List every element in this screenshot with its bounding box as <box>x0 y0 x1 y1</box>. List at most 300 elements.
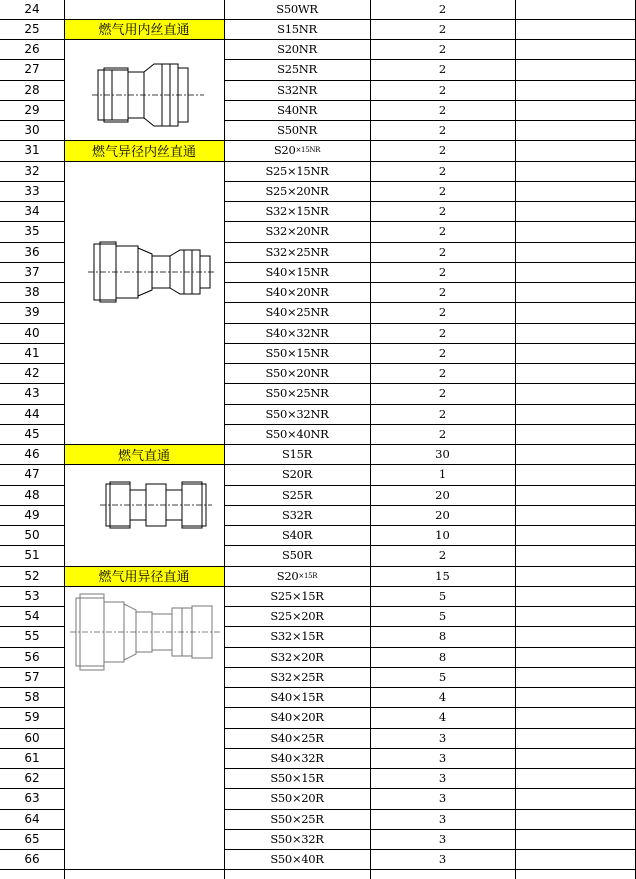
model-code: S32NR <box>277 82 317 97</box>
grid-line <box>224 647 636 648</box>
category-label: 燃气用内丝直通 <box>64 19 224 39</box>
table-row <box>0 363 636 383</box>
model-cell <box>224 0 370 19</box>
grid-line <box>515 0 516 879</box>
notes-cell <box>515 120 636 140</box>
row-number: 28 <box>24 82 40 97</box>
grid-line <box>64 140 224 141</box>
row-number: 35 <box>24 224 40 239</box>
model-code: S15NR <box>277 21 317 36</box>
model-code: S50×20R <box>270 791 324 806</box>
image-cell <box>64 181 224 201</box>
model-code: S25×15R <box>270 588 324 603</box>
straight-coupling-drawing <box>100 480 212 530</box>
image-cell <box>64 363 224 383</box>
image-cell <box>64 545 224 565</box>
table-row <box>0 525 636 545</box>
image-cell <box>64 424 224 444</box>
model-code: S40R <box>282 528 312 543</box>
model-code: S50×25NR <box>265 386 329 401</box>
row-number: 54 <box>24 609 40 624</box>
grid-line <box>0 383 64 384</box>
table-row <box>0 444 636 464</box>
model-code: S40×32NR <box>265 325 329 340</box>
table-row <box>0 0 636 19</box>
table-row <box>0 485 636 505</box>
grid-line <box>0 464 64 465</box>
quantity-cell: 3 <box>438 791 447 806</box>
model-code: S50×15NR <box>265 345 329 360</box>
image-cell <box>64 687 224 707</box>
table-row <box>0 343 636 363</box>
quantity-cell: 2 <box>438 102 447 117</box>
model-cell <box>224 262 370 282</box>
grid-line <box>224 748 636 749</box>
row-number: 48 <box>24 487 40 502</box>
model-code: S50NR <box>277 123 317 138</box>
model-code: S32×15NR <box>265 204 329 219</box>
quantity-cell: 2 <box>438 325 447 340</box>
model-code: S40×20NR <box>265 285 329 300</box>
notes-cell <box>515 100 636 120</box>
notes-cell <box>515 707 636 727</box>
grid-line <box>224 464 636 465</box>
row-number: 52 <box>24 568 40 583</box>
image-cell <box>64 728 224 748</box>
notes-cell <box>515 545 636 565</box>
grid-line <box>224 667 636 668</box>
notes-cell <box>515 363 636 383</box>
grid-line <box>0 606 64 607</box>
grid-line <box>0 302 64 303</box>
row-number: 32 <box>24 163 40 178</box>
reducing-coupling-drawing <box>70 592 222 672</box>
row-number: 33 <box>24 183 40 198</box>
table-row <box>0 464 636 484</box>
notes-cell <box>515 302 636 322</box>
row-number: 27 <box>24 62 40 77</box>
quantity-cell: 3 <box>438 730 447 745</box>
table-row <box>0 140 636 160</box>
notes-cell <box>515 768 636 788</box>
model-cell <box>224 323 370 343</box>
grid-line <box>224 606 636 607</box>
row-number: 55 <box>24 629 40 644</box>
model-cell <box>224 444 370 464</box>
quantity-cell: 8 <box>438 629 447 644</box>
notes-cell <box>515 748 636 768</box>
grid-line <box>0 586 64 587</box>
quantity-cell: 2 <box>438 305 447 320</box>
model-code: S32×20R <box>270 649 324 664</box>
notes-cell <box>515 282 636 302</box>
model-code: S50×40NR <box>265 426 329 441</box>
model-code: S32R <box>282 507 312 522</box>
row-number: 50 <box>24 528 40 543</box>
model-code: S40×32R <box>270 750 324 765</box>
model-code: S50×15R <box>270 771 324 786</box>
model-cell <box>224 120 370 140</box>
quantity-cell: 3 <box>438 750 447 765</box>
model-cell <box>224 242 370 262</box>
row-number: 64 <box>24 811 40 826</box>
table-row <box>0 687 636 707</box>
grid-line <box>0 687 64 688</box>
model-cell <box>224 464 370 484</box>
quantity-cell: 2 <box>438 42 447 57</box>
row-number: 25 <box>24 21 40 36</box>
model-code: S50×32NR <box>265 406 329 421</box>
quantity-cell: 2 <box>438 143 447 158</box>
model-cell <box>224 302 370 322</box>
model-code: S32×20NR <box>265 224 329 239</box>
row-number: 36 <box>24 244 40 259</box>
quantity-cell: 2 <box>438 244 447 259</box>
grid-line <box>64 464 224 465</box>
model-code: S40×25R <box>270 730 324 745</box>
grid-line <box>224 221 636 222</box>
quantity-cell: 5 <box>438 588 447 603</box>
row-number: 62 <box>24 771 40 786</box>
notes-cell <box>515 586 636 606</box>
quantity-cell: 5 <box>438 609 447 624</box>
grid-line <box>0 262 64 263</box>
grid-line <box>0 444 64 445</box>
notes-cell <box>515 647 636 667</box>
grid-line <box>64 161 224 162</box>
notes-cell <box>515 0 636 19</box>
model-code: S50WR <box>276 1 318 16</box>
image-cell <box>64 768 224 788</box>
table-row <box>0 505 636 525</box>
grid-line <box>224 626 636 627</box>
quantity-cell: 2 <box>438 264 447 279</box>
grid-line <box>224 869 636 870</box>
notes-cell <box>515 667 636 687</box>
row-number: 60 <box>24 730 40 745</box>
row-number: 39 <box>24 305 40 320</box>
model-cell <box>224 39 370 59</box>
grid-line <box>0 343 64 344</box>
model-cell <box>224 707 370 727</box>
grid-line <box>224 768 636 769</box>
grid-line <box>0 201 64 202</box>
grid-line <box>224 282 636 283</box>
model-code: S20 <box>276 568 299 583</box>
grid-line <box>0 809 64 810</box>
notes-cell <box>515 728 636 748</box>
grid-line <box>0 788 64 789</box>
notes-cell <box>515 404 636 424</box>
grid-line <box>224 424 636 425</box>
model-cell <box>224 59 370 79</box>
notes-cell <box>515 19 636 39</box>
notes-cell <box>515 687 636 707</box>
image-cell <box>64 809 224 829</box>
quantity-cell: 2 <box>438 204 447 219</box>
notes-cell <box>515 181 636 201</box>
model-code: S40×15NR <box>265 264 329 279</box>
grid-line <box>0 647 64 648</box>
model-cell <box>224 485 370 505</box>
grid-line <box>224 525 636 526</box>
image-cell <box>64 383 224 403</box>
model-cell <box>224 748 370 768</box>
model-cell <box>224 566 370 586</box>
table-row <box>0 404 636 424</box>
grid-line <box>0 748 64 749</box>
grid-line <box>224 242 636 243</box>
model-cell <box>224 343 370 363</box>
model-cell <box>224 282 370 302</box>
model-code: S40NR <box>277 102 317 117</box>
model-code: S20R <box>282 467 312 482</box>
model-cell <box>224 667 370 687</box>
notes-cell <box>515 201 636 221</box>
row-number: 42 <box>24 366 40 381</box>
grid-line <box>224 363 636 364</box>
row-number: 66 <box>24 852 40 867</box>
grid-line <box>0 120 64 121</box>
model-cell <box>224 19 370 39</box>
image-cell <box>64 161 224 181</box>
model-cell <box>224 161 370 181</box>
quantity-cell: 20 <box>435 487 450 502</box>
row-number: 49 <box>24 507 40 522</box>
grid-line <box>224 788 636 789</box>
notes-cell <box>515 809 636 829</box>
image-cell <box>64 748 224 768</box>
model-code: S50×20NR <box>265 366 329 381</box>
model-code: S50×25R <box>270 811 324 826</box>
quantity-cell: 2 <box>438 123 447 138</box>
image-cell <box>64 201 224 221</box>
grid-line <box>0 282 64 283</box>
grid-line <box>64 19 224 20</box>
quantity-cell: 8 <box>438 649 447 664</box>
quantity-cell: 3 <box>438 771 447 786</box>
model-cell <box>224 140 370 160</box>
grid-line <box>224 849 636 850</box>
model-cell <box>224 728 370 748</box>
row-number: 45 <box>24 426 40 441</box>
grid-line <box>0 59 64 60</box>
grid-line <box>224 100 636 101</box>
table-row <box>0 566 636 586</box>
grid-line <box>0 728 64 729</box>
table-row <box>0 849 636 869</box>
image-cell <box>64 849 224 869</box>
model-code: S25×20NR <box>265 183 329 198</box>
model-cell <box>224 829 370 849</box>
model-cell <box>224 80 370 100</box>
grid-line <box>0 768 64 769</box>
notes-cell <box>515 505 636 525</box>
model-cell <box>224 363 370 383</box>
grid-line <box>224 59 636 60</box>
model-cell <box>224 606 370 626</box>
notes-cell <box>515 242 636 262</box>
grid-line <box>224 19 636 20</box>
table-row <box>0 181 636 201</box>
row-number: 30 <box>24 123 40 138</box>
quantity-cell: 3 <box>438 852 447 867</box>
notes-cell <box>515 606 636 626</box>
row-number: 38 <box>24 285 40 300</box>
row-number: 51 <box>24 548 40 563</box>
image-cell <box>64 829 224 849</box>
model-code: S32×25NR <box>265 244 329 259</box>
grid-line <box>0 545 64 546</box>
row-number: 29 <box>24 102 40 117</box>
table-row <box>0 201 636 221</box>
model-code: S25×20R <box>270 609 324 624</box>
notes-cell <box>515 343 636 363</box>
grid-line <box>0 140 64 141</box>
model-code: S40×25NR <box>265 305 329 320</box>
quantity-cell: 2 <box>438 345 447 360</box>
quantity-cell: 4 <box>438 710 447 725</box>
row-number: 24 <box>24 1 40 16</box>
grid-line <box>64 39 224 40</box>
table-row <box>0 728 636 748</box>
model-code: S25NR <box>277 62 317 77</box>
model-code: S15R <box>282 447 312 462</box>
row-number: 61 <box>24 750 40 765</box>
row-number: 37 <box>24 264 40 279</box>
grid-line <box>0 221 64 222</box>
notes-cell <box>515 444 636 464</box>
notes-cell <box>515 39 636 59</box>
quantity-cell: 2 <box>438 406 447 421</box>
row-number: 58 <box>24 690 40 705</box>
grid-line <box>64 444 224 445</box>
quantity-cell: 5 <box>438 669 447 684</box>
row-number: 56 <box>24 649 40 664</box>
model-cell <box>224 383 370 403</box>
grid-line <box>0 707 64 708</box>
grid-line <box>224 566 636 567</box>
quantity-cell: 15 <box>435 568 450 583</box>
quantity-cell: 10 <box>435 528 450 543</box>
grid-line <box>0 869 64 870</box>
row-number: 41 <box>24 345 40 360</box>
row-number: 34 <box>24 204 40 219</box>
quantity-cell: 2 <box>438 366 447 381</box>
quantity-cell: 3 <box>438 811 447 826</box>
quantity-cell: 30 <box>435 447 450 462</box>
model-code: S20 <box>273 143 296 158</box>
table-row <box>0 545 636 565</box>
grid-line <box>224 728 636 729</box>
grid-line <box>224 323 636 324</box>
grid-line <box>0 485 64 486</box>
grid-line <box>0 525 64 526</box>
model-cell <box>224 849 370 869</box>
model-code: S40×15R <box>270 690 324 705</box>
quantity-cell: 2 <box>438 21 447 36</box>
quantity-cell: 2 <box>438 426 447 441</box>
notes-cell <box>515 59 636 79</box>
row-number: 65 <box>24 831 40 846</box>
category-label: 燃气异径内丝直通 <box>64 140 224 160</box>
grid-line <box>224 383 636 384</box>
model-cell <box>224 181 370 201</box>
reducing-female-thread-coupling-drawing <box>88 236 216 306</box>
quantity-cell: 1 <box>438 467 447 482</box>
grid-line <box>224 161 636 162</box>
model-code: S50×32R <box>270 831 324 846</box>
grid-line <box>64 566 224 567</box>
row-number: 26 <box>24 42 40 57</box>
grid-line <box>224 39 636 40</box>
grid-line <box>224 485 636 486</box>
notes-cell <box>515 485 636 505</box>
notes-cell <box>515 424 636 444</box>
notes-cell <box>515 161 636 181</box>
model-code: S50×40R <box>270 852 324 867</box>
table-row <box>0 748 636 768</box>
grid-line <box>224 0 225 879</box>
quantity-cell: 20 <box>435 507 450 522</box>
image-cell <box>64 404 224 424</box>
grid-line <box>224 829 636 830</box>
grid-line <box>0 626 64 627</box>
notes-cell <box>515 464 636 484</box>
table-row <box>0 829 636 849</box>
quantity-cell: 2 <box>438 183 447 198</box>
notes-cell <box>515 626 636 646</box>
grid-line <box>0 323 64 324</box>
grid-line <box>224 545 636 546</box>
notes-cell <box>515 566 636 586</box>
row-number: 59 <box>24 710 40 725</box>
notes-cell <box>515 323 636 343</box>
row-number: 46 <box>24 447 40 462</box>
grid-line <box>224 302 636 303</box>
row-number: 43 <box>24 386 40 401</box>
category-label: 燃气用异径直通 <box>64 566 224 586</box>
grid-line <box>224 181 636 182</box>
model-code: S32×15R <box>270 629 324 644</box>
model-cell <box>224 221 370 241</box>
grid-line <box>224 140 636 141</box>
grid-line <box>224 120 636 121</box>
grid-line <box>64 0 65 879</box>
table-row <box>0 161 636 181</box>
grid-line <box>0 181 64 182</box>
model-cell <box>224 586 370 606</box>
grid-line <box>0 19 64 20</box>
quantity-cell: 2 <box>438 163 447 178</box>
grid-line <box>0 424 64 425</box>
grid-line <box>64 586 224 587</box>
grid-line <box>0 80 64 81</box>
image-cell <box>64 343 224 363</box>
row-number: 53 <box>24 588 40 603</box>
notes-cell <box>515 525 636 545</box>
grid-line <box>224 707 636 708</box>
grid-line <box>370 0 371 879</box>
table-row <box>0 19 636 39</box>
row-number: 31 <box>24 143 40 158</box>
notes-cell <box>515 849 636 869</box>
model-cell <box>224 687 370 707</box>
grid-line <box>224 404 636 405</box>
model-code-suffix: ×15NR <box>295 146 321 155</box>
model-cell <box>224 505 370 525</box>
grid-line <box>224 586 636 587</box>
